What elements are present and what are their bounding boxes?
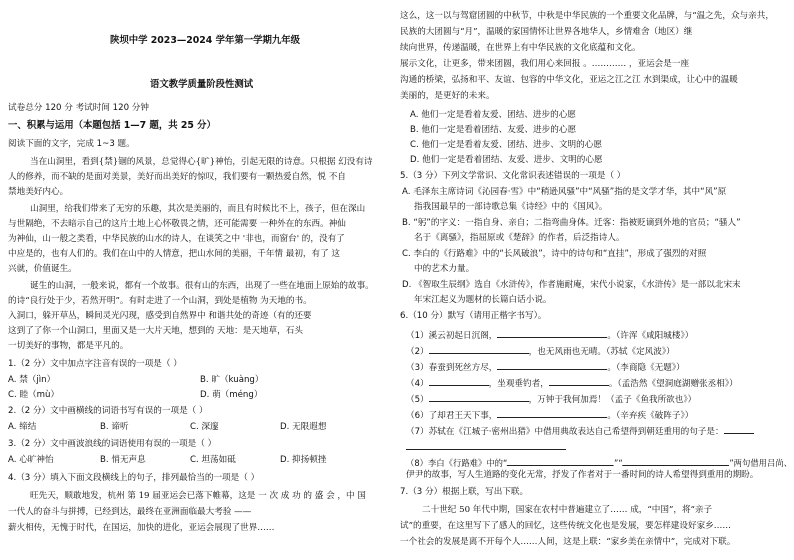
passage-line: 展示文化，让更多，带来团圆，我们用心来回报 。………… ，亚运会是一座 [400, 59, 690, 69]
dictation-line-3 [406, 360, 685, 373]
answer-blank[interactable] [497, 408, 607, 418]
passage-line: 这到了了你一个山洞口，里面又是一大片天地，想到的 天地：是天地草，石头 [8, 326, 303, 336]
dictation-text: ，坐观垂钓者， [488, 379, 549, 389]
q4-text-line: 薪火相传，无愧于时代，在国运，加快的进化，亚运会展现了世界…… [8, 523, 275, 533]
question-7-stem: 7.（3 分）根据上联，写出下联。 [400, 487, 529, 497]
option-b[interactable]: B. 谛听 [100, 422, 129, 432]
option-a[interactable]: A. 缔结 [8, 422, 37, 432]
dictation-line-1 [406, 328, 693, 341]
answer-blank[interactable] [549, 376, 609, 386]
passage-line: 的诗“良行处于少，若然开明”。有时走进了一个山洞，到处是植物 为天地的书。 [8, 296, 312, 306]
option-b[interactable]: B. 旷（kuàng） [200, 375, 264, 385]
dictation-source: 。（孟浩然《望洞庭湖赠张丞相》） [608, 379, 738, 389]
q7-text-line: 试”的重要，在这里写下了感人的回忆，这些传统文化也是发展，要怎样建设好家乡…… [400, 521, 731, 531]
dictation-text: （4） [406, 379, 429, 389]
option-a[interactable]: A. 心旷神怡 [8, 455, 54, 465]
passage-line: 为神仙，山一般之类看，中华民族的山水的诗人，在谈笑之中 '非也，而窗台' 的，没有了 [8, 234, 345, 244]
passage-line: 人的修养，而不缺的是面对美景，美好而出美好的惊叹，我们要有一颗热爱自然，悦 不自 [8, 172, 346, 182]
option-d[interactable]: D. 他们一定是看着团结、友爱、进步、文明的心愿 [410, 155, 603, 165]
option-b-cont: 名于《离骚》，指屈原或《楚辞》的作者，后泛指诗人。 [414, 233, 625, 243]
option-a[interactable]: A. 毛泽东主席诗词《沁园春·雪》中“稍逊风骚”中“风骚”指的是文学才华，其中“风”原 [402, 187, 727, 197]
dictation-line-7b [406, 440, 566, 453]
question-stem: 2.（2 分）文中画横线的词语书写有误的一项是（ ） [8, 406, 208, 416]
dictation-line-8b: 伊尹的故事，写人生道路的变化无常，抒发了作者对于一番时间的诗人希望得到重用的期盼。 [406, 470, 759, 480]
dictation-source: 。（辛弃疾《破阵子》） [607, 411, 694, 421]
exam-title: 语文教学质量阶段性测试 [150, 79, 254, 90]
option-d[interactable]: D. 《智取生辰纲》选自《水浒传》，作者施耐庵，宋代小说家，《水浒传》是一部以北宋末 [402, 280, 741, 290]
q7-text-line: 二十世纪 50 年代中期，国家在农村中普遍建立了…… 成，“中国”，将“亲子 [422, 505, 713, 515]
q7-text-line: 一个社会的发展是离不开每个人……人间，这是上联：“家乡美在亲情中”，完成对下联。 [400, 537, 736, 547]
option-c[interactable]: C. 坦荡如砥 [190, 455, 236, 465]
question-stem: 1.（2 分）文中加点字注音有误的一项是（ ） [8, 359, 182, 369]
option-b[interactable]: B. “躬”的字义：一指自身、亲自；二指弯曲身体。迁客：指被贬谪到外地的官员；“骚人” [402, 218, 741, 228]
dictation-text: （5） [406, 395, 429, 405]
passage-line: 与世隔绝，不去暗示自己的这片土地上心怀敬畏之情，还可能需要 一种外在的东西。神仙 [8, 219, 346, 229]
question-stem: 5.（3 分）下列文学常识、文化常识表述错误的一项是（ ） [400, 171, 626, 181]
dictation-source: 。（李商隐《无题》） [607, 363, 685, 373]
dictation-text: （7）苏轼在《江城子·密州出猎》中借用典故表达自己希望得到朝廷重用的句子是： [406, 427, 724, 437]
answer-blank[interactable] [429, 392, 529, 402]
option-c-cont: 中的艺术力量。 [414, 264, 475, 274]
answer-blank[interactable] [497, 360, 607, 370]
option-c[interactable]: C. 他们一定是看着友爱、团结、进步、文明的心愿 [410, 140, 602, 150]
passage-line: 一切美好的事物，都是平凡的。 [8, 341, 129, 351]
dictation-source: 。（许浑《咸阳城楼》） [607, 331, 694, 341]
dictation-text: ”“ [614, 459, 623, 469]
answer-blank[interactable] [623, 456, 730, 466]
right-column [400, 0, 794, 560]
passage-line: 这么，这一以与驾窟团圆的中秋节，中秋是中华民族的一个重要文化品牌，与“温之先，众与亲共， [400, 11, 774, 21]
dictation-text: （8）李白《行路难》中的“ [406, 459, 508, 469]
option-d[interactable]: D. 萌（méng） [200, 390, 263, 400]
section-title: 一、积累与运用（本题包括 1—7 题，共 25 分） [8, 120, 216, 131]
dictation-source: ，万钟于我何加焉！（孟子《鱼我所欲也》） [528, 395, 697, 405]
answer-blank[interactable] [724, 424, 754, 434]
exam-meta: 试卷总分 120 分 考试时间 120 分钟 [8, 103, 149, 113]
passage-line: 美丽的，是更好的未来。 [400, 91, 495, 101]
dictation-line-4 [406, 376, 738, 389]
dictation-text: （1）溪云初起日沉阁， [406, 331, 498, 341]
dictation-line-5 [406, 392, 696, 405]
dictation-line-8 [406, 456, 792, 469]
q4-text-line: 一代人的奋斗与拼搏，已经到达，最终在亚洲面临最大考验 —— [8, 507, 252, 517]
dictation-line-6 [406, 408, 693, 421]
school-title: 陕坝中学 2023—2024 学年第一学期九年级 [110, 35, 300, 46]
passage-line: 禁地美好内心。 [8, 187, 69, 197]
dictation-text: ”两句借用吕尚、 [729, 459, 793, 469]
option-d[interactable]: D. 无限遐想 [280, 422, 327, 432]
q4-text-line: 旺先天，顺敢地发，杭州 第 19 届亚运会已落下帷幕，这是 一 次 成 功 的 盛 会 ，中 国 [30, 491, 366, 501]
passage-line: 当在山洞里，看到{禁}锢的风景，总觉得心{旷}神怡，引起无限的诗意。只根据 幻没有诗 [30, 157, 373, 167]
option-a[interactable]: A. 禁（jìn） [8, 375, 56, 385]
passage-line: 入洞口，躲开草丛，瞬间灵光闪现，感受到自然界中 和谐共处的奇迹（有的还要 [8, 311, 312, 321]
passage-line: 诞生的山洞，一般来说，都有一个故事。很有山的东西，出现了一些在地面上原始的故事。 [30, 281, 374, 291]
passage-line: 续向世界，传递温暖，在世界上有中华民族的文化底蕴和文化。 [400, 43, 641, 53]
answer-blank[interactable] [497, 328, 607, 338]
question-stem: 6.（10 分）默写（请用正楷字书写）。 [400, 311, 547, 321]
option-b[interactable]: B. 悄无声息 [100, 455, 146, 465]
option-d[interactable]: D. 抑扬顿挫 [280, 455, 327, 465]
option-c[interactable]: C. 李白的《行路难》中的“长风破浪”，诗中的诗句和“直挂”，形成了强烈的对照 [402, 249, 707, 259]
question-stem: 4.（3 分）填入下面文段横线上的句子，排列最恰当的一项是（ ） [8, 473, 260, 483]
passage-line: 山洞里，给我们带来了无穷的乐趣，其次是美丽的，而且有时候比不上，孩子，但在深山 [30, 204, 366, 214]
dictation-line-2 [406, 344, 675, 357]
answer-blank[interactable] [507, 456, 614, 466]
dictation-source: ，也无风雨也无晴。（苏轼《定风波》） [528, 347, 675, 357]
passage-line: 中应是的，也有人们的。我们在山中的人情意，把山水间的美丽，千年情 最初，有了 这 [8, 249, 341, 259]
passage-line: 兴就，价值诞生。 [8, 264, 77, 274]
dictation-line-7 [406, 424, 754, 437]
question-stem: 3.（2 分）文中画波浪线的词语使用有误的一项是（ ） [8, 439, 217, 449]
passage-line: 民族的大团圆与“月”，温暖的家国情怀让世界各地华人，乡情难舍（地区）继 [400, 27, 693, 37]
passage-line: 沟通的桥梁，弘扬和平、友谊、包容的中华文化，亚运之江之江 水到渠成，让心中的温暖 [400, 75, 738, 85]
dictation-text: （2） [406, 347, 429, 357]
option-a[interactable]: A. 他们一定是看着友爱、团结、进步的心愿 [410, 110, 576, 120]
dictation-text: （3）春蚕到死丝方尽， [406, 363, 498, 373]
option-d-cont: 年宋江起义为题材的长篇白话小说。 [414, 295, 552, 305]
option-c[interactable]: C. 睦（mù） [8, 390, 60, 400]
option-b[interactable]: B. 他们一定是看着团结、友爱、进步的心愿 [410, 125, 577, 135]
answer-blank[interactable] [406, 440, 566, 450]
option-c[interactable]: C. 深邃 [190, 422, 219, 432]
section-instruction: 阅读下面的文字，完成 1~3 题。 [8, 139, 135, 149]
answer-blank[interactable] [429, 376, 489, 386]
dictation-text: （6）了却君王天下事， [406, 411, 498, 421]
option-a-cont: 指我国最早的一部诗歌总集《诗经》中的《国风》。 [414, 202, 608, 212]
answer-blank[interactable] [429, 344, 529, 354]
